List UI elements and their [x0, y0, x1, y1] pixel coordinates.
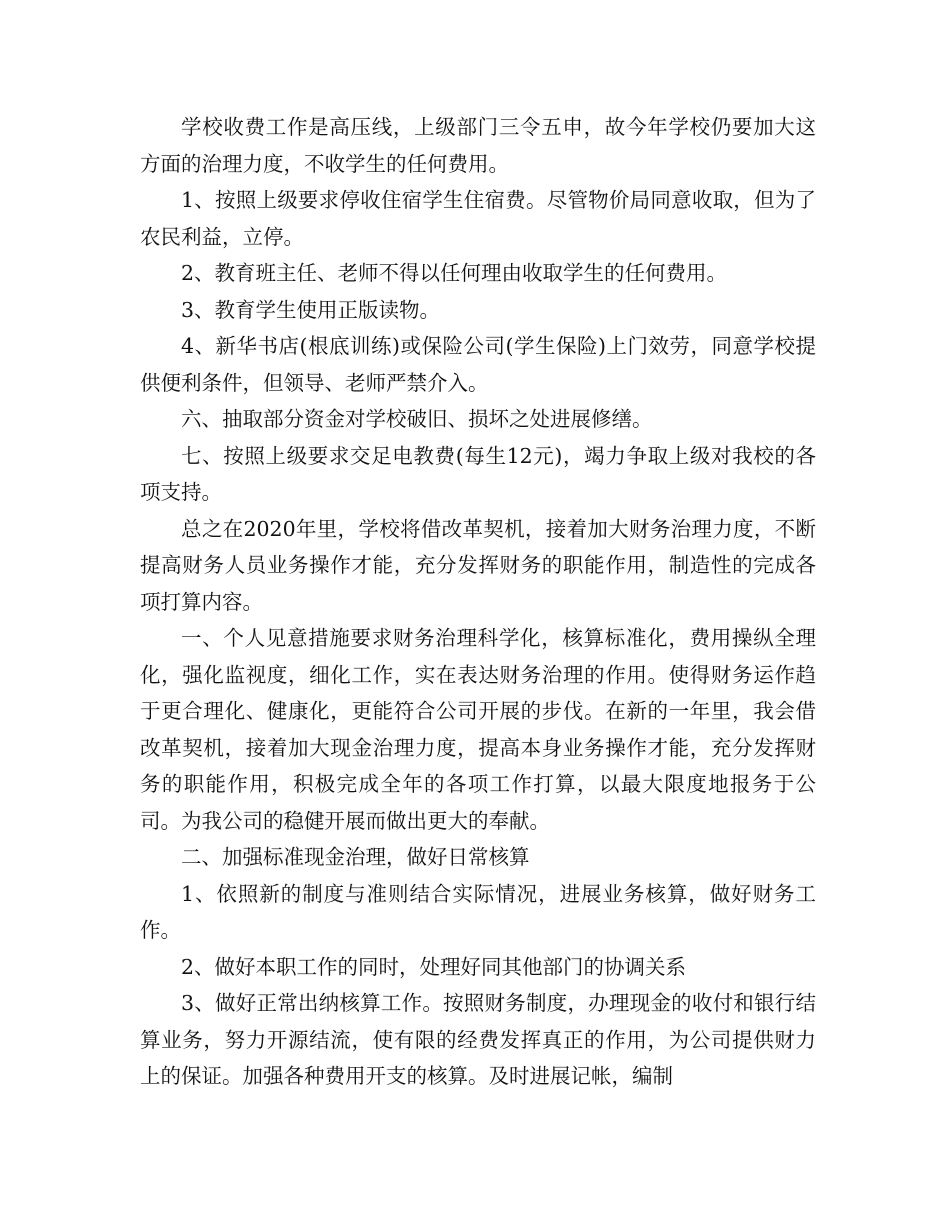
paragraph-item-4-bookstore: 4、新华书店(根底训练)或保险公司(学生保险)上门效劳，同意学校提供便利条件，但领导、老师严禁介入。 [140, 334, 816, 395]
paragraph-item-3-books: 3、教育学生使用正版读物。 [181, 297, 441, 322]
paragraph-summary-2020: 总之在2020年里，学校将借改革契机，接着加大财务治理力度，不断提高财务人员业务操作才能，充分发挥财务的职能作用，制造性的完成各项打算内容。 [140, 516, 816, 614]
paragraph-section-1-measures: 一、个人见意措施要求财务治理科学化，核算标准化，费用操纵全理化，强化监视度，细化工作，实在表达财务治理的作用。使得财务运作趋于更合理化、健康化，更能符合公司开展的步伐。在新的一年里，我会借改革契机，接着加大现金治理力度，提高本身业务操作才能，充分发挥财务的职能作用，积极完成全年的各项工作打算，以最大限度地报务于公司。为我公司的稳健开展而做出更大的奉献。 [140, 626, 816, 833]
paragraph-item-2-teachers: 2、教育班主任、老师不得以任何理由收取学生的任何费用。 [181, 261, 728, 285]
heading-section-2-cash-management: 二、加强标准现金治理，做好日常核算 [181, 845, 530, 869]
document-body [140, 109, 816, 1095]
paragraph-section-7-fees: 七、按照上级要求交足电教费(每生12元)，竭力争取上级对我校的各项支持。 [140, 443, 816, 504]
paragraph-item-1-accounting: 1、依照新的制度与准则结合实际情况，进展业务核算，做好财务工作。 [140, 881, 816, 942]
paragraph-item-3-cashier: 3、做好正常出纳核算工作。按照财务制度，办理现金的收付和银行结算业务，努力开源结流，使有限的经费发挥真正的作用，为公司提供财力上的保证。加强各种费用开支的核算。及时进展记帐，编制 [140, 991, 816, 1088]
paragraph-item-2-coordination: 2、做好本职工作的同时，处理好同其他部门的协调关系 [181, 954, 687, 979]
paragraph-item-1-lodging-fee: 1、按照上级要求停收住宿学生住宿费。尽管物价局同意收取，但为了农民利益，立停。 [140, 188, 816, 249]
paragraph-school-fees: 学校收费工作是高压线，上级部门三令五申，故今年学校仍要加大这方面的治理力度，不收学生的任何费用。 [140, 115, 816, 176]
paragraph-section-6-repairs: 六、抽取部分资金对学校破旧、损坏之处进展修缮。 [181, 407, 653, 431]
